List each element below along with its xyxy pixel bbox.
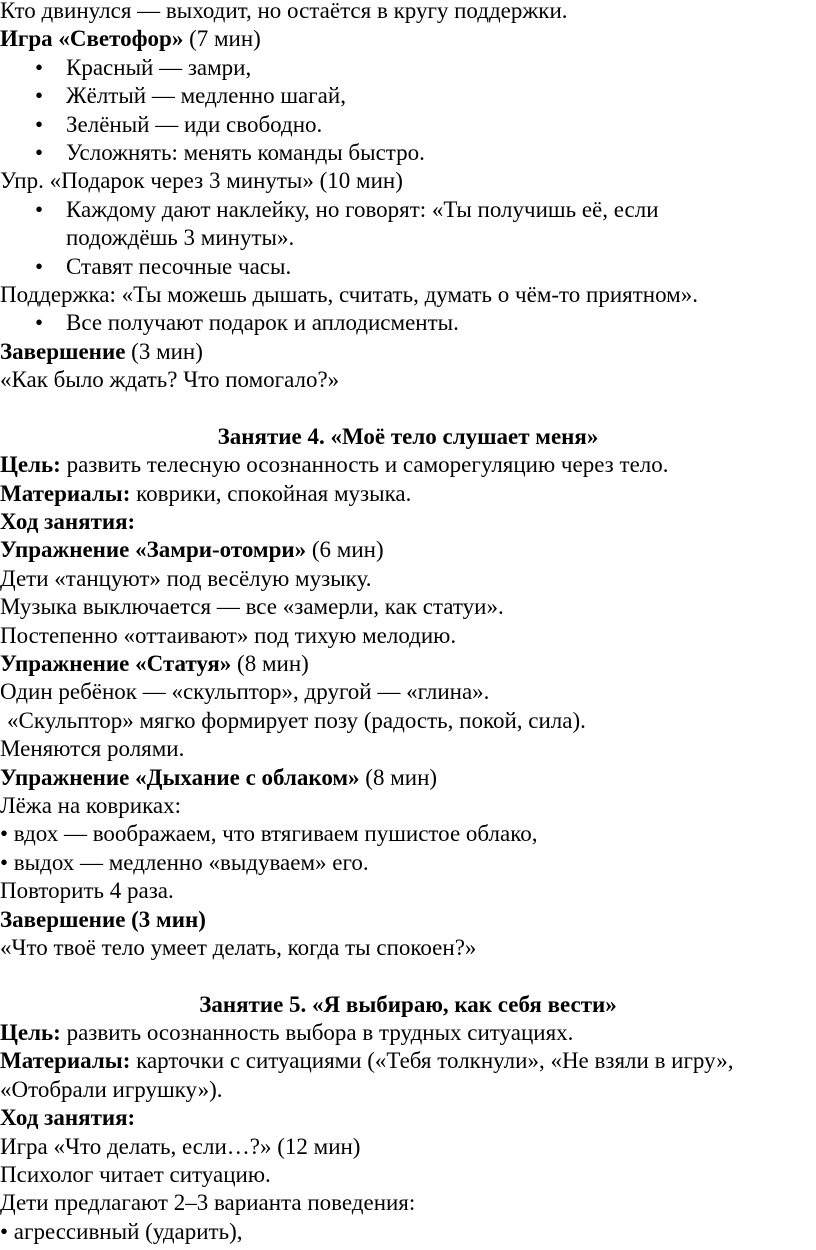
paragraph [0,849,816,877]
text-run: • выдох — медленно «выдуваем» его. [0,849,369,875]
text-run: «Отобрали игрушку»). [0,1076,223,1102]
text-run: (8 мин) [231,650,309,676]
text-run: Красный — замри, [66,54,252,80]
text-run: Упр. «Подарок через 3 минуты» (10 мин) [0,168,403,194]
text-run: (3 мин) [125,338,203,364]
bullet-item [0,196,816,224]
bullet-icon: • [35,310,44,336]
bullet-item [0,111,816,139]
paragraph [0,1161,816,1189]
paragraph [0,508,816,536]
text-run: Меняются ролями. [0,736,185,762]
paragraph [0,820,816,848]
text-run: (6 мин) [306,537,384,563]
text-run: Каждому дают наклейку, но говорят: «Ты получишь её, если [66,196,659,222]
paragraph [0,650,816,678]
paragraph [0,366,816,394]
bullet-item [0,309,816,337]
paragraph [0,735,816,763]
paragraph [0,622,816,650]
section-heading [0,423,816,451]
text-run: Жёлтый — медленно шагай, [66,83,346,109]
text-run: Зелёный — иди свободно. [66,111,323,137]
paragraph [0,281,816,309]
bullet-icon: • [35,54,44,80]
blank-line [0,962,816,990]
bullet-item-continuation [0,224,816,252]
text-run: развить телесную осознанность и саморегуляцию через тело. [60,452,669,478]
text-run: (8 мин) [359,764,438,790]
text-run: Упражнение «Статуя» [0,650,232,676]
text-run: • вдох — воображаем, что втягиваем пушистое облако, [0,821,538,847]
text-run: Постепенно «оттаивают» под тихую мелодию. [0,622,457,648]
bullet-icon: • [35,139,44,165]
bullet-icon: • [35,196,44,222]
text-run: Игра «Светофор» [0,26,184,52]
text-run: Усложнять: менять команды быстро. [66,139,425,165]
paragraph [0,1019,816,1047]
paragraph [0,1218,816,1246]
paragraph [0,877,816,905]
paragraph [0,1133,816,1161]
text-run: Ставят песочные часы. [66,253,292,279]
paragraph [0,707,816,735]
bullet-item [0,139,816,167]
text-run: Материалы: [0,480,131,506]
paragraph [0,451,816,479]
text-run: Музыка выключается — все «замерли, как статуи». [0,594,504,620]
text-run: развить осознанность выбора в трудных ситуациях. [60,1020,574,1046]
paragraph [0,338,816,366]
text-run: Материалы: [0,1048,131,1074]
text-run: «Как было ждать? Что помогало?» [0,367,340,393]
text-run: Завершение (3 мин) [0,906,206,932]
paragraph [0,792,816,820]
text-run: Ход занятия: [0,509,136,535]
text-run: подождёшь 3 минуты». [66,225,295,251]
text-run: Занятие 4. «Моё тело слушает меня» [217,423,599,449]
text-run: Цель: [0,452,61,478]
blank-line [0,394,816,422]
text-run: Ход занятия: [0,1105,136,1131]
bullet-icon: • [35,111,44,137]
bullet-item [0,82,816,110]
paragraph [0,0,816,25]
paragraph [0,934,816,962]
text-run: Завершение [0,338,126,364]
text-run: Дети «танцуют» под весёлую музыку. [0,565,372,591]
text-run: Игра «Что делать, если…?» (12 мин) [0,1133,361,1159]
text-run: Все получают подарок и аплодисменты. [66,310,459,336]
text-run: «Скульптор» мягко формирует позу (радость, покой, сила). [7,707,586,733]
text-run: • агрессивный (ударить), [0,1218,243,1244]
paragraph [0,565,816,593]
text-run: карточки с ситуациями («Тебя толкнули», «Не взяли в игру», [130,1048,734,1074]
bullet-icon: • [35,83,44,109]
text-run: Повторить 4 раза. [0,878,174,904]
paragraph [0,167,816,195]
text-run: «Что твоё тело умеет делать, когда ты спокоен?» [0,934,477,960]
text-run: Кто двинулся — выходит, но остаётся в кругу поддержки. [0,0,568,23]
paragraph [0,25,816,53]
text-run: (7 мин) [183,26,261,52]
paragraph [0,678,816,706]
text-run: Цель: [0,1020,61,1046]
text-run: Лёжа на ковриках: [0,792,182,818]
paragraph [0,536,816,564]
text-run: Занятие 5. «Я выбираю, как себя вести» [199,991,617,1017]
text-run: Один ребёнок — «скульптор», другой — «глина». [0,679,490,705]
paragraph [0,1189,816,1217]
section-heading [0,991,816,1019]
text-run: Упражнение «Дыхание с облаком» [0,764,360,790]
paragraph [0,480,816,508]
paragraph [0,593,816,621]
bullet-item [0,54,816,82]
text-run: Психолог читает ситуацию. [0,1162,271,1188]
text-run: Упражнение «Замри-отомри» [0,537,307,563]
paragraph [0,1047,816,1075]
paragraph [0,764,816,792]
bullet-item [0,253,816,281]
paragraph-continuation [0,1076,816,1104]
text-run: Дети предлагают 2–3 варианта поведения: [0,1190,416,1216]
text-run: коврики, спокойная музыка. [130,480,412,506]
bullet-icon: • [35,253,44,279]
paragraph [0,1104,816,1132]
paragraph [0,906,816,934]
text-run: Поддержка: «Ты можешь дышать, считать, думать о чём-то приятном». [0,281,698,307]
